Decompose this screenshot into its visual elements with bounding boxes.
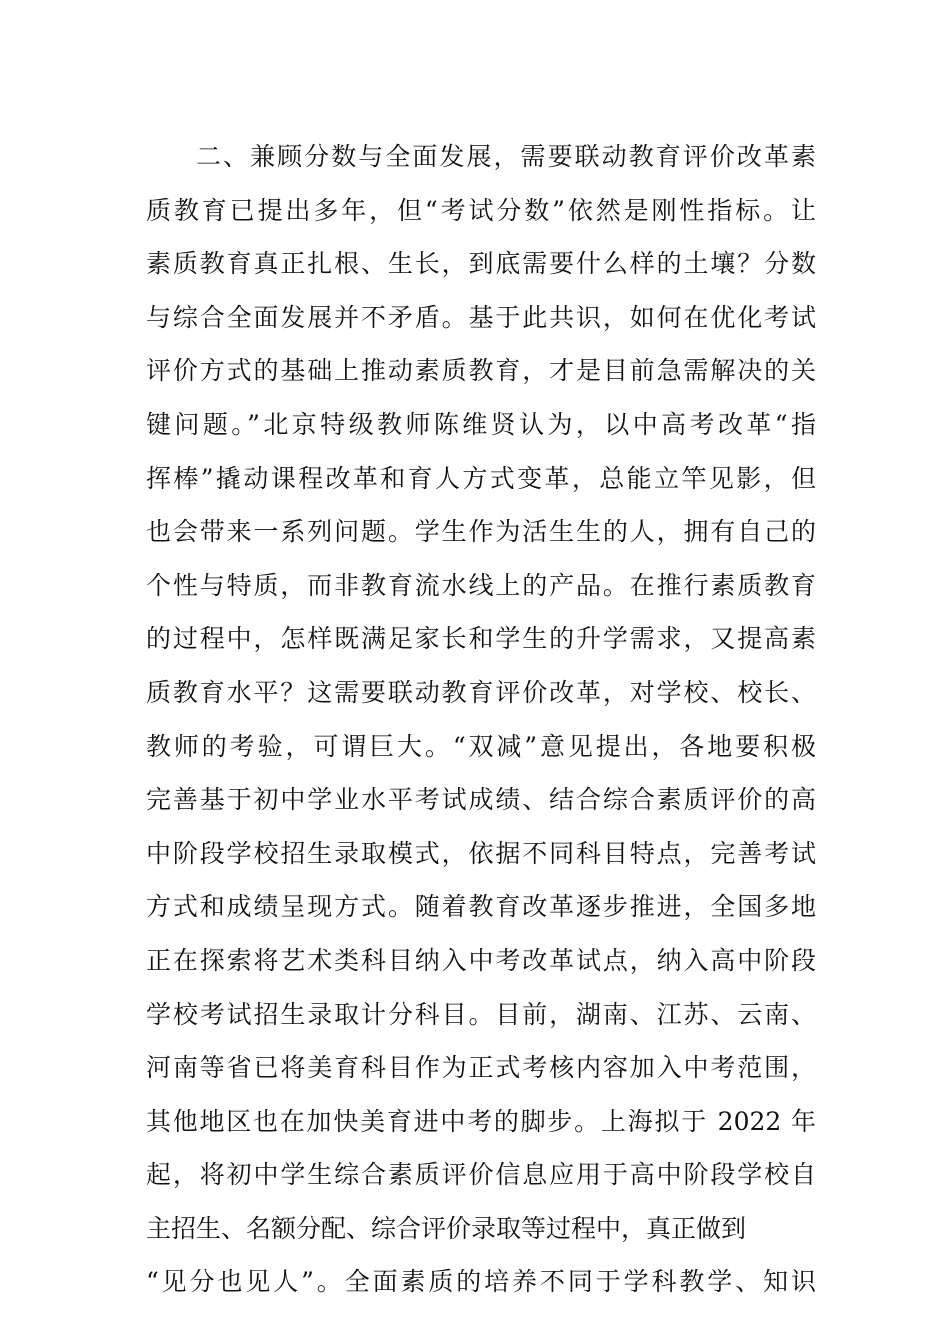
- text-line: 河南等省已将美育科目作为正式考核内容加入中考范围，: [146, 1053, 816, 1083]
- text-line: 质教育已提出多年，但“考试分数”依然是刚性指标。让: [146, 195, 816, 225]
- body-paragraph: [146, 130, 816, 1309]
- text-line: 其他地区也在加快美育进中考的脚步。上海拟于 2022 年: [146, 1106, 816, 1136]
- text-line: 正在探索将艺术类科目纳入中考改革试点，纳入高中阶段: [146, 945, 816, 975]
- text-line: 评价方式的基础上推动素质教育，才是目前急需解决的关: [146, 356, 816, 386]
- text-line: 起，将初中学生综合素质评价信息应用于高中阶段学校自: [146, 1160, 816, 1190]
- text-line: 主招生、名额分配、综合评价录取等过程中，真正做到: [146, 1213, 747, 1243]
- text-line: 素质教育真正扎根、生长，到底需要什么样的土壤？分数: [146, 249, 816, 279]
- text-line: 中阶段学校招生录取模式，依据不同科目特点，完善考试: [146, 838, 816, 868]
- text-line: 挥棒”撬动课程改革和育人方式变革，总能立竿见影，但: [146, 463, 816, 493]
- text-line: 方式和成绩呈现方式。随着教育改革逐步推进，全国多地: [146, 892, 816, 922]
- text-line: 也会带来一系列问题。学生作为活生生的人，拥有自己的: [146, 517, 816, 547]
- text-line: 的过程中，怎样既满足家长和学生的升学需求，又提高素: [146, 624, 816, 654]
- text-line: “见分也见人”。全面素质的培养不同于学科教学、知识: [146, 1267, 816, 1297]
- text-line: 个性与特质，而非教育流水线上的产品。在推行素质教育: [146, 570, 816, 600]
- text-line: 学校考试招生录取计分科目。目前，湖南、江苏、云南、: [146, 999, 816, 1029]
- text-line: 完善基于初中学业水平考试成绩、结合综合素质评价的高: [146, 785, 816, 815]
- text-line: 与综合全面发展并不矛盾。基于此共识，如何在优化考试: [146, 302, 816, 332]
- text-line: 质教育水平？这需要联动教育评价改革，对学校、校长、: [146, 677, 816, 707]
- text-line: 教师的考验，可谓巨大。“双减”意见提出，各地要积极: [146, 731, 816, 761]
- text-line: 键问题。”北京特级教师陈维贤认为，以中高考改革“指: [146, 409, 816, 439]
- text-line: 二、兼顾分数与全面发展，需要联动教育评价改革素: [196, 142, 816, 171]
